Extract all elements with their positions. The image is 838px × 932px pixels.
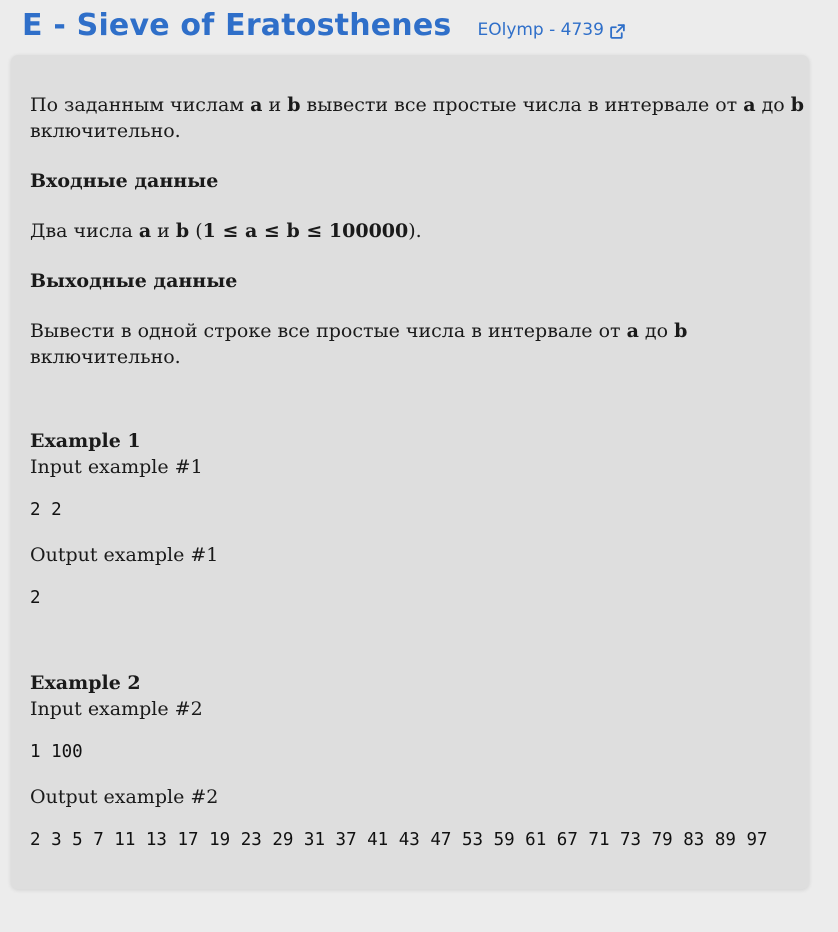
statement-paragraph-cont: включительно. (30, 120, 181, 142)
example-input-code: 2 2 (30, 500, 62, 520)
example-input-code: 1 100 (30, 742, 83, 762)
example-output-label: Output example #2 (30, 786, 219, 808)
input-heading: Входные данные (30, 170, 219, 192)
output-heading: Выходные данные (30, 270, 238, 292)
example-title: Example 2 (30, 672, 141, 694)
example-output-code: 2 3 5 7 11 13 17 19 23 29 31 37 41 43 47 53 59 61 67 71 73 79 83 89 97 (30, 830, 768, 850)
example-output-code: 2 (30, 588, 41, 608)
page-header (22, 8, 626, 43)
external-link-icon (609, 23, 626, 40)
statement-paragraph: По заданным числам a и b вывести все простые числа в интервале от a до b (30, 94, 805, 116)
example-output-label: Output example #1 (30, 544, 219, 566)
problem-card (11, 55, 809, 889)
example-input-label: Input example #1 (30, 456, 203, 478)
source-link-label: EOlymp - 4739 (477, 20, 604, 40)
input-description: Два числа a и b (1 ≤ a ≤ b ≤ 100000). (30, 220, 422, 242)
output-description-cont: включительно. (30, 346, 181, 368)
example-title: Example 1 (30, 430, 141, 452)
source-link[interactable] (477, 20, 625, 40)
example-input-label: Input example #2 (30, 698, 203, 720)
page-title: E - Sieve of Eratosthenes (22, 8, 452, 43)
output-description: Вывести в одной строке все простые числа в интервале от a до b (30, 320, 688, 342)
